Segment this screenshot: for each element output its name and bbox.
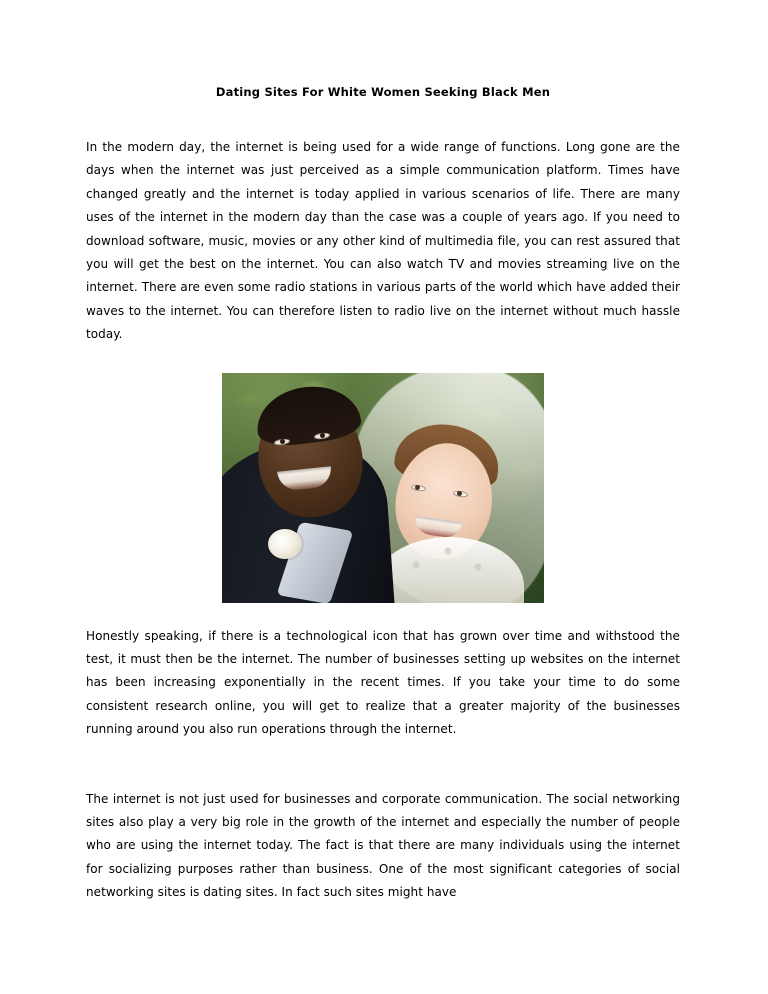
bride-right-pupil	[457, 491, 462, 496]
paragraph-2: Honestly speaking, if there is a technological icon that has grown over time and withstood the test, it must then be the internet. The number of businesses setting up websites on the internet has been increasing exponentially in the recent times. If you take your time to do some consistent research online, you will get to realize that a greater majority of the businesses running around you also run operations through the internet.	[86, 628, 680, 737]
groom-right-pupil	[320, 433, 325, 438]
page-title: Dating Sites For White Women Seeking Black Men	[215, 85, 551, 99]
bride-left-pupil	[415, 485, 420, 490]
groom-left-pupil	[280, 439, 285, 444]
figure-wedding-couple	[86, 373, 680, 603]
wedding-couple-photo	[222, 373, 544, 603]
paragraph-1: In the modern day, the internet is being used for a wide range of functions. Long gone are the days when the internet was just perceived as a simple communication platform. Times have changed greatly and the internet is today applied in various scenarios of life. There are many uses of the internet in the modern day than the case was a couple of years ago. If you need to download software, music, movies or any other kind of multimedia file, you can rest assured that you will get the best on the internet. You can also watch TV and movies streaming live on the internet. There are even some radio stations in various parts of the world which have added their waves to the internet. You can therefore listen to radio live on the internet without much hassle today.	[86, 140, 680, 342]
groom-boutonniere	[268, 529, 302, 559]
paragraph-3: The internet is not just used for businesses and corporate communication. The social networking sites also play a very big role in the growth of the internet and especially the number of people who are using the internet today. The fact is that there are many individuals using the internet for socializing purposes rather than business. One of the most significant categories of social networking sites is dating sites. In fact such sites might have	[86, 791, 680, 900]
